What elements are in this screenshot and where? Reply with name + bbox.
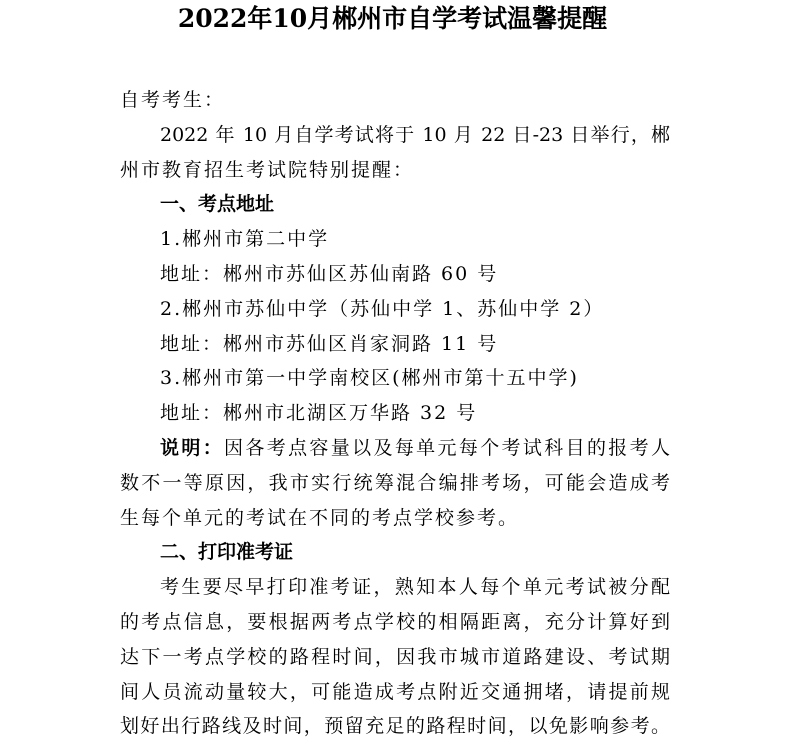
note-line: 数不一等原因，我市实行统筹混合编排考场，可能会造成考: [120, 471, 670, 494]
site-address: 地址：郴州市北湖区万华路 32 号: [160, 402, 478, 425]
intro-line: 2022 年 10 月自学考试将于 10 月 22 日-23 日举行，郴: [160, 123, 670, 146]
greeting: 自考考生：: [120, 89, 226, 111]
intro-line: 州市教育招生考试院特别提醒：: [120, 158, 415, 181]
site-name: 3.郴州市第一中学南校区(郴州市第十五中学): [160, 367, 579, 390]
section2-line: 考生要尽早打印准考证，熟知本人每个单元考试被分配: [160, 576, 670, 599]
section2-line: 达下一考点学校的路程时间，因我市城市道路建设、考试期: [120, 645, 670, 668]
section2-heading: 二、打印准考证: [160, 541, 294, 564]
section2-line: 划好出行路线及时间，预留充足的路程时间，以免影响参考。: [120, 715, 670, 738]
document-body: [120, 83, 670, 744]
site-address: 地址：郴州市苏仙区苏仙南路 60 号: [160, 262, 499, 285]
note-line: 生每个单元的考试在不同的考点学校参考。: [120, 506, 520, 529]
section2-line: 间人员流动量较大，可能造成考点附近交通拥堵，请提前规: [120, 680, 670, 703]
site-name: 1.郴州市第二中学: [160, 228, 330, 251]
note-label: 说明：: [160, 436, 225, 459]
section2-line: 的考点信息，要根据两考点学校的相隔距离，充分计算好到: [120, 610, 670, 633]
site-name: 2.郴州市苏仙中学（苏仙中学 1、苏仙中学 2）: [160, 297, 605, 320]
site-address: 地址：郴州市苏仙区肖家洞路 11 号: [160, 332, 499, 355]
note-line: [120, 431, 670, 466]
note-text: 因各考点容量以及每单元每个考试科目的报考人: [224, 436, 670, 459]
document-title: 2022年10月郴州市自学考试温馨提醒: [177, 4, 608, 33]
section1-heading: 一、考点地址: [160, 193, 275, 216]
